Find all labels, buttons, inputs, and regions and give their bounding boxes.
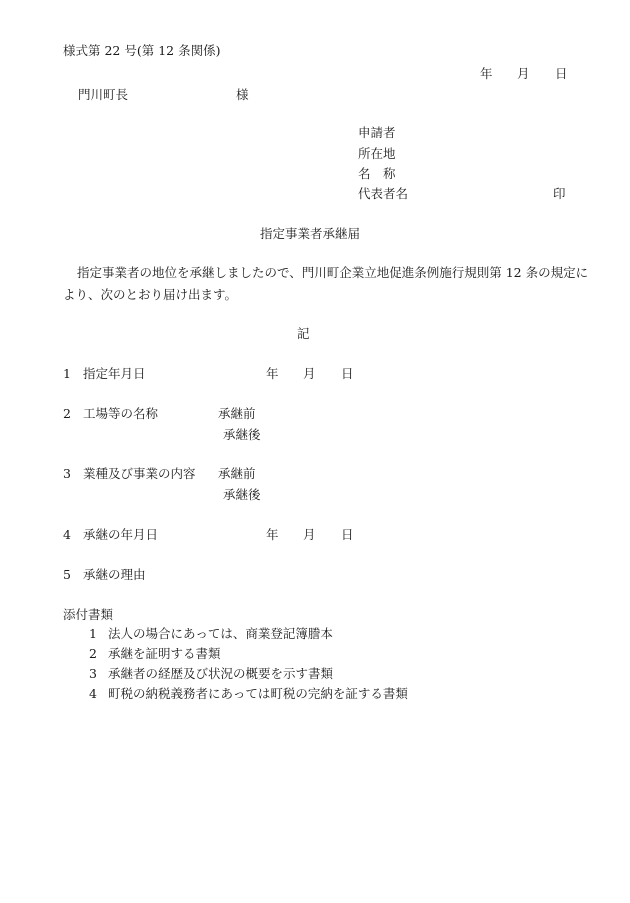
header-date-day: 日 xyxy=(555,66,568,81)
item3-before-label: 承継前 xyxy=(218,466,256,481)
item-number: 3 xyxy=(63,466,71,481)
form-number: 様式第 22 号(第 12 条関係) xyxy=(63,43,221,58)
header-date-month: 月 xyxy=(517,66,530,81)
item-label-factory-name: 工場等の名称 xyxy=(83,406,159,421)
item3-after-label: 承継後 xyxy=(223,487,261,502)
item-label-succession-date: 承継の年月日 xyxy=(83,527,159,542)
item-number: 2 xyxy=(63,406,71,421)
attachment-number: 4 xyxy=(89,686,97,701)
addressee-honorific: 様 xyxy=(236,87,249,102)
attachment-item: 法人の場合にあっては、商業登記簿謄本 xyxy=(108,626,333,641)
item-number: 5 xyxy=(63,567,71,582)
item2-after-label: 承継後 xyxy=(223,427,261,442)
applicant-name-label: 名 称 xyxy=(358,166,396,181)
attachment-item: 承継者の経歴及び状況の概要を示す書類 xyxy=(108,666,334,681)
item1-date-year: 年 xyxy=(266,366,279,381)
item2-before-label: 承継前 xyxy=(218,406,256,421)
applicant-address-label: 所在地 xyxy=(358,146,396,161)
item-label-business-content: 業種及び事業の内容 xyxy=(83,466,196,481)
seal-mark: 印 xyxy=(553,186,566,201)
attachments-heading: 添付書類 xyxy=(63,607,114,622)
attachment-item: 承継を証明する書類 xyxy=(108,646,221,661)
attachment-item: 町税の納税義務者にあっては町税の完納を証する書類 xyxy=(108,686,408,701)
item4-date-year: 年 xyxy=(266,527,279,542)
item-label-succession-reason: 承継の理由 xyxy=(83,567,146,582)
item-number: 4 xyxy=(63,527,71,542)
body-text-line-1: 指定事業者の地位を承継しましたので、門川町企業立地促進条例施行規則第 12 条の規定に xyxy=(77,265,589,280)
item1-date-day: 日 xyxy=(341,366,354,381)
attachment-number: 2 xyxy=(89,646,97,661)
attachment-number: 3 xyxy=(89,666,97,681)
header-date-year: 年 xyxy=(480,66,493,81)
item-label-designation-date: 指定年月日 xyxy=(83,366,146,381)
item-number: 1 xyxy=(63,366,71,381)
applicant-title: 申請者 xyxy=(358,125,396,140)
applicant-representative-label: 代表者名 xyxy=(358,186,409,201)
ki-mark: 記 xyxy=(297,326,310,341)
body-text-line-2: より、次のとおり届け出ます。 xyxy=(63,287,238,302)
item4-date-day: 日 xyxy=(341,527,354,542)
item1-date-month: 月 xyxy=(303,366,316,381)
addressee-name: 門川町長 xyxy=(78,87,129,102)
item4-date-month: 月 xyxy=(303,527,316,542)
document-title: 指定事業者承継届 xyxy=(260,226,361,241)
attachment-number: 1 xyxy=(89,626,97,641)
